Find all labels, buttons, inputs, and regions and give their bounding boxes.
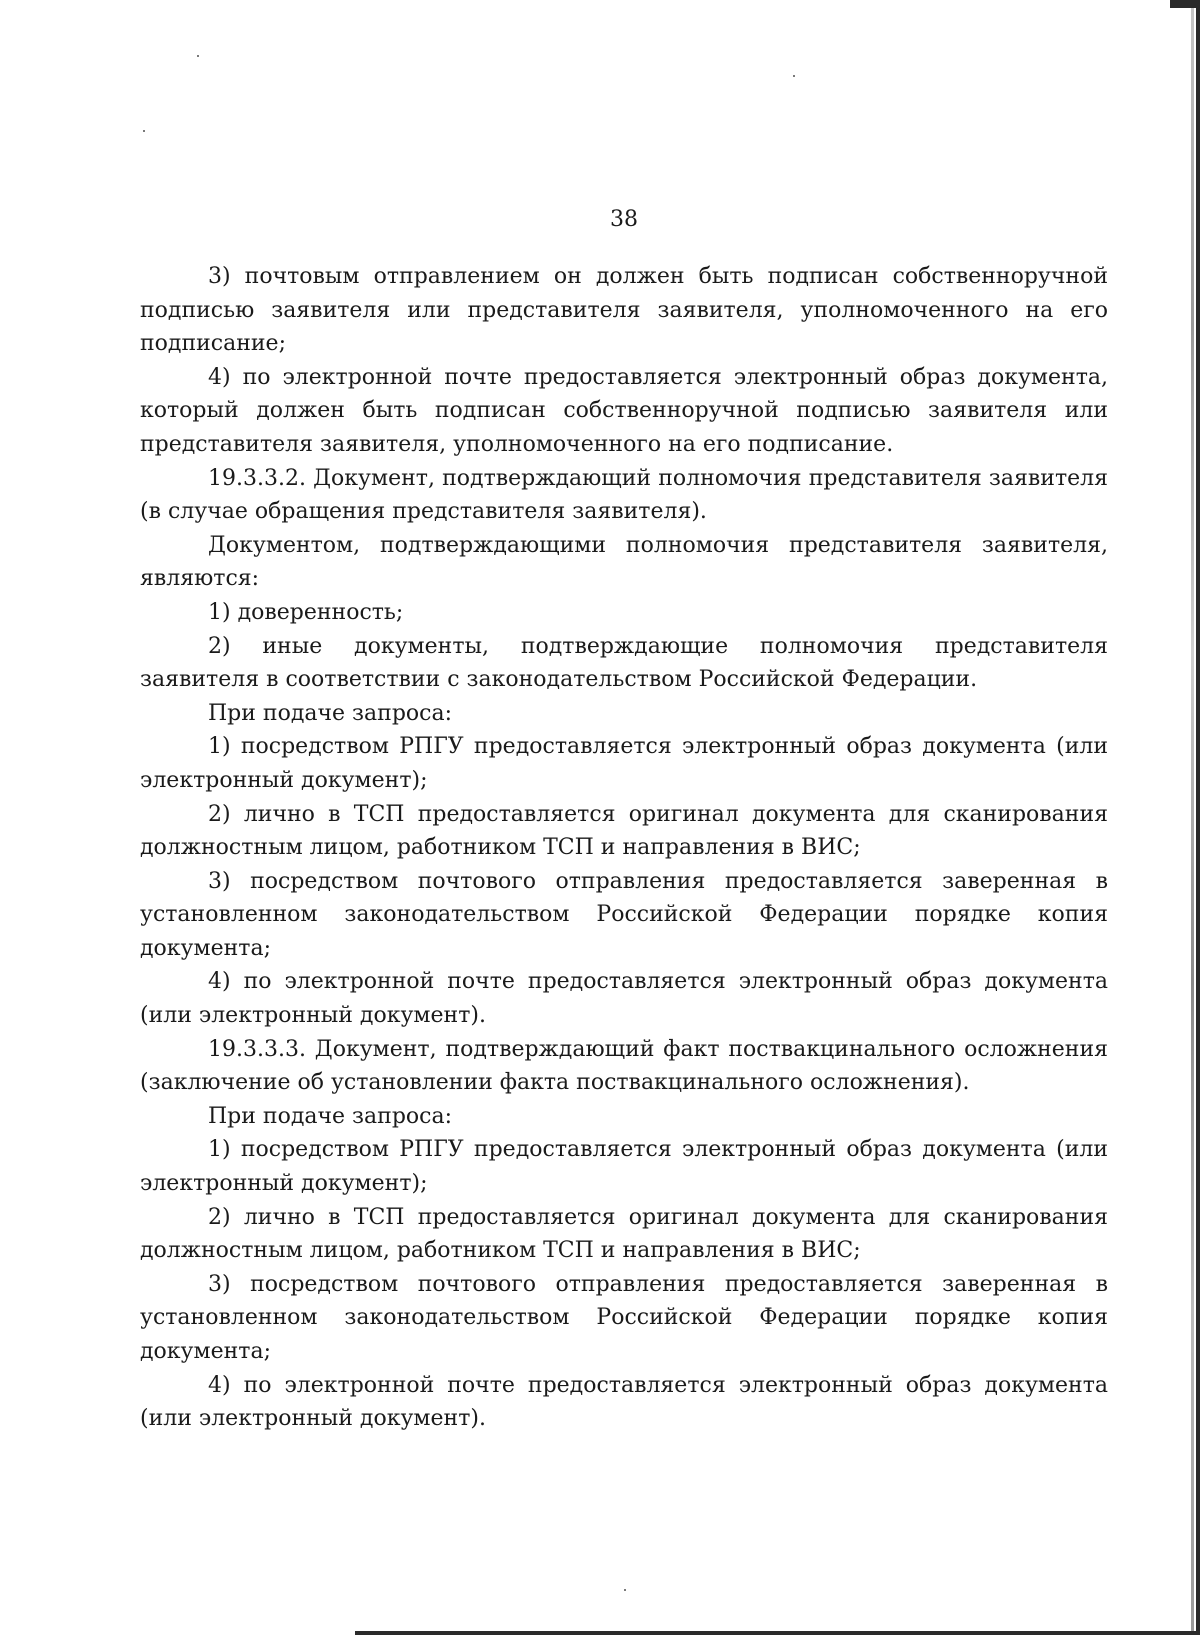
document-page — [140, 0, 1108, 1635]
paragraph: 4) по электронной почте предоставляется электронный образ документа, который должен быть подписан собственноручной подписью заявителя или представителя заявителя, уполномоченного на его подписание. — [140, 364, 1108, 457]
paragraph: 3) почтовым отправлением он должен быть подписан собственноручной подписью заявителя или представителя заявителя, уполномоченного на его подписание; — [140, 264, 1108, 357]
paragraph: 19.3.3.3. Документ, подтверждающий факт поствакцинального осложнения (заключение об установлении факта поствакцинального осложнения). — [140, 1036, 1108, 1096]
scan-speck — [624, 1589, 626, 1591]
paragraph: 2) иные документы, подтверждающие полномочия представителя заявителя в соответствии с законодательством Российской Федерации. — [140, 633, 1108, 693]
document-body — [140, 260, 1108, 1436]
scan-edge-right — [1196, 0, 1200, 1635]
paragraph: 19.3.3.2. Документ, подтверждающий полномочия представителя заявителя (в случае обращения представителя заявителя). — [140, 465, 1108, 525]
paragraph: При подаче запроса: — [208, 1103, 453, 1129]
scan-edge-shadow — [1191, 0, 1194, 1635]
paragraph: При подаче запроса: — [208, 700, 453, 726]
paragraph: 4) по электронной почте предоставляется электронный образ документа (или электронный документ). — [140, 969, 1108, 1029]
scan-speck — [143, 130, 145, 132]
scan-speck — [197, 55, 199, 57]
paragraph: 4) по электронной почте предоставляется электронный образ документа (или электронный документ). — [140, 1372, 1108, 1432]
paragraph: 2) лично в ТСП предоставляется оригинал документа для сканирования должностным лицом, работником ТСП и направления в ВИС; — [140, 1204, 1108, 1264]
page-number: 38 — [610, 207, 638, 232]
paragraph: 2) лично в ТСП предоставляется оригинал документа для сканирования должностным лицом, работником ТСП и направления в ВИС; — [140, 801, 1108, 861]
paragraph: 3) посредством почтового отправления предоставляется заверенная в установленном законодательством Российской Федерации порядке копия документа; — [140, 868, 1108, 961]
paragraph: 1) доверенность; — [208, 599, 404, 625]
paragraph: 3) посредством почтового отправления предоставляется заверенная в установленном законодательством Российской Федерации порядке копия документа; — [140, 1271, 1108, 1364]
scan-edge-bottom — [355, 1631, 1200, 1635]
paragraph: 1) посредством РПГУ предоставляется электронный образ документа (или электронный документ); — [140, 1137, 1108, 1197]
scan-speck — [793, 75, 795, 77]
paragraph: Документом, подтверждающими полномочия представителя заявителя, являются: — [140, 532, 1108, 592]
paragraph: 1) посредством РПГУ предоставляется электронный образ документа (или электронный документ); — [140, 734, 1108, 793]
scan-edge-top — [1170, 0, 1200, 8]
